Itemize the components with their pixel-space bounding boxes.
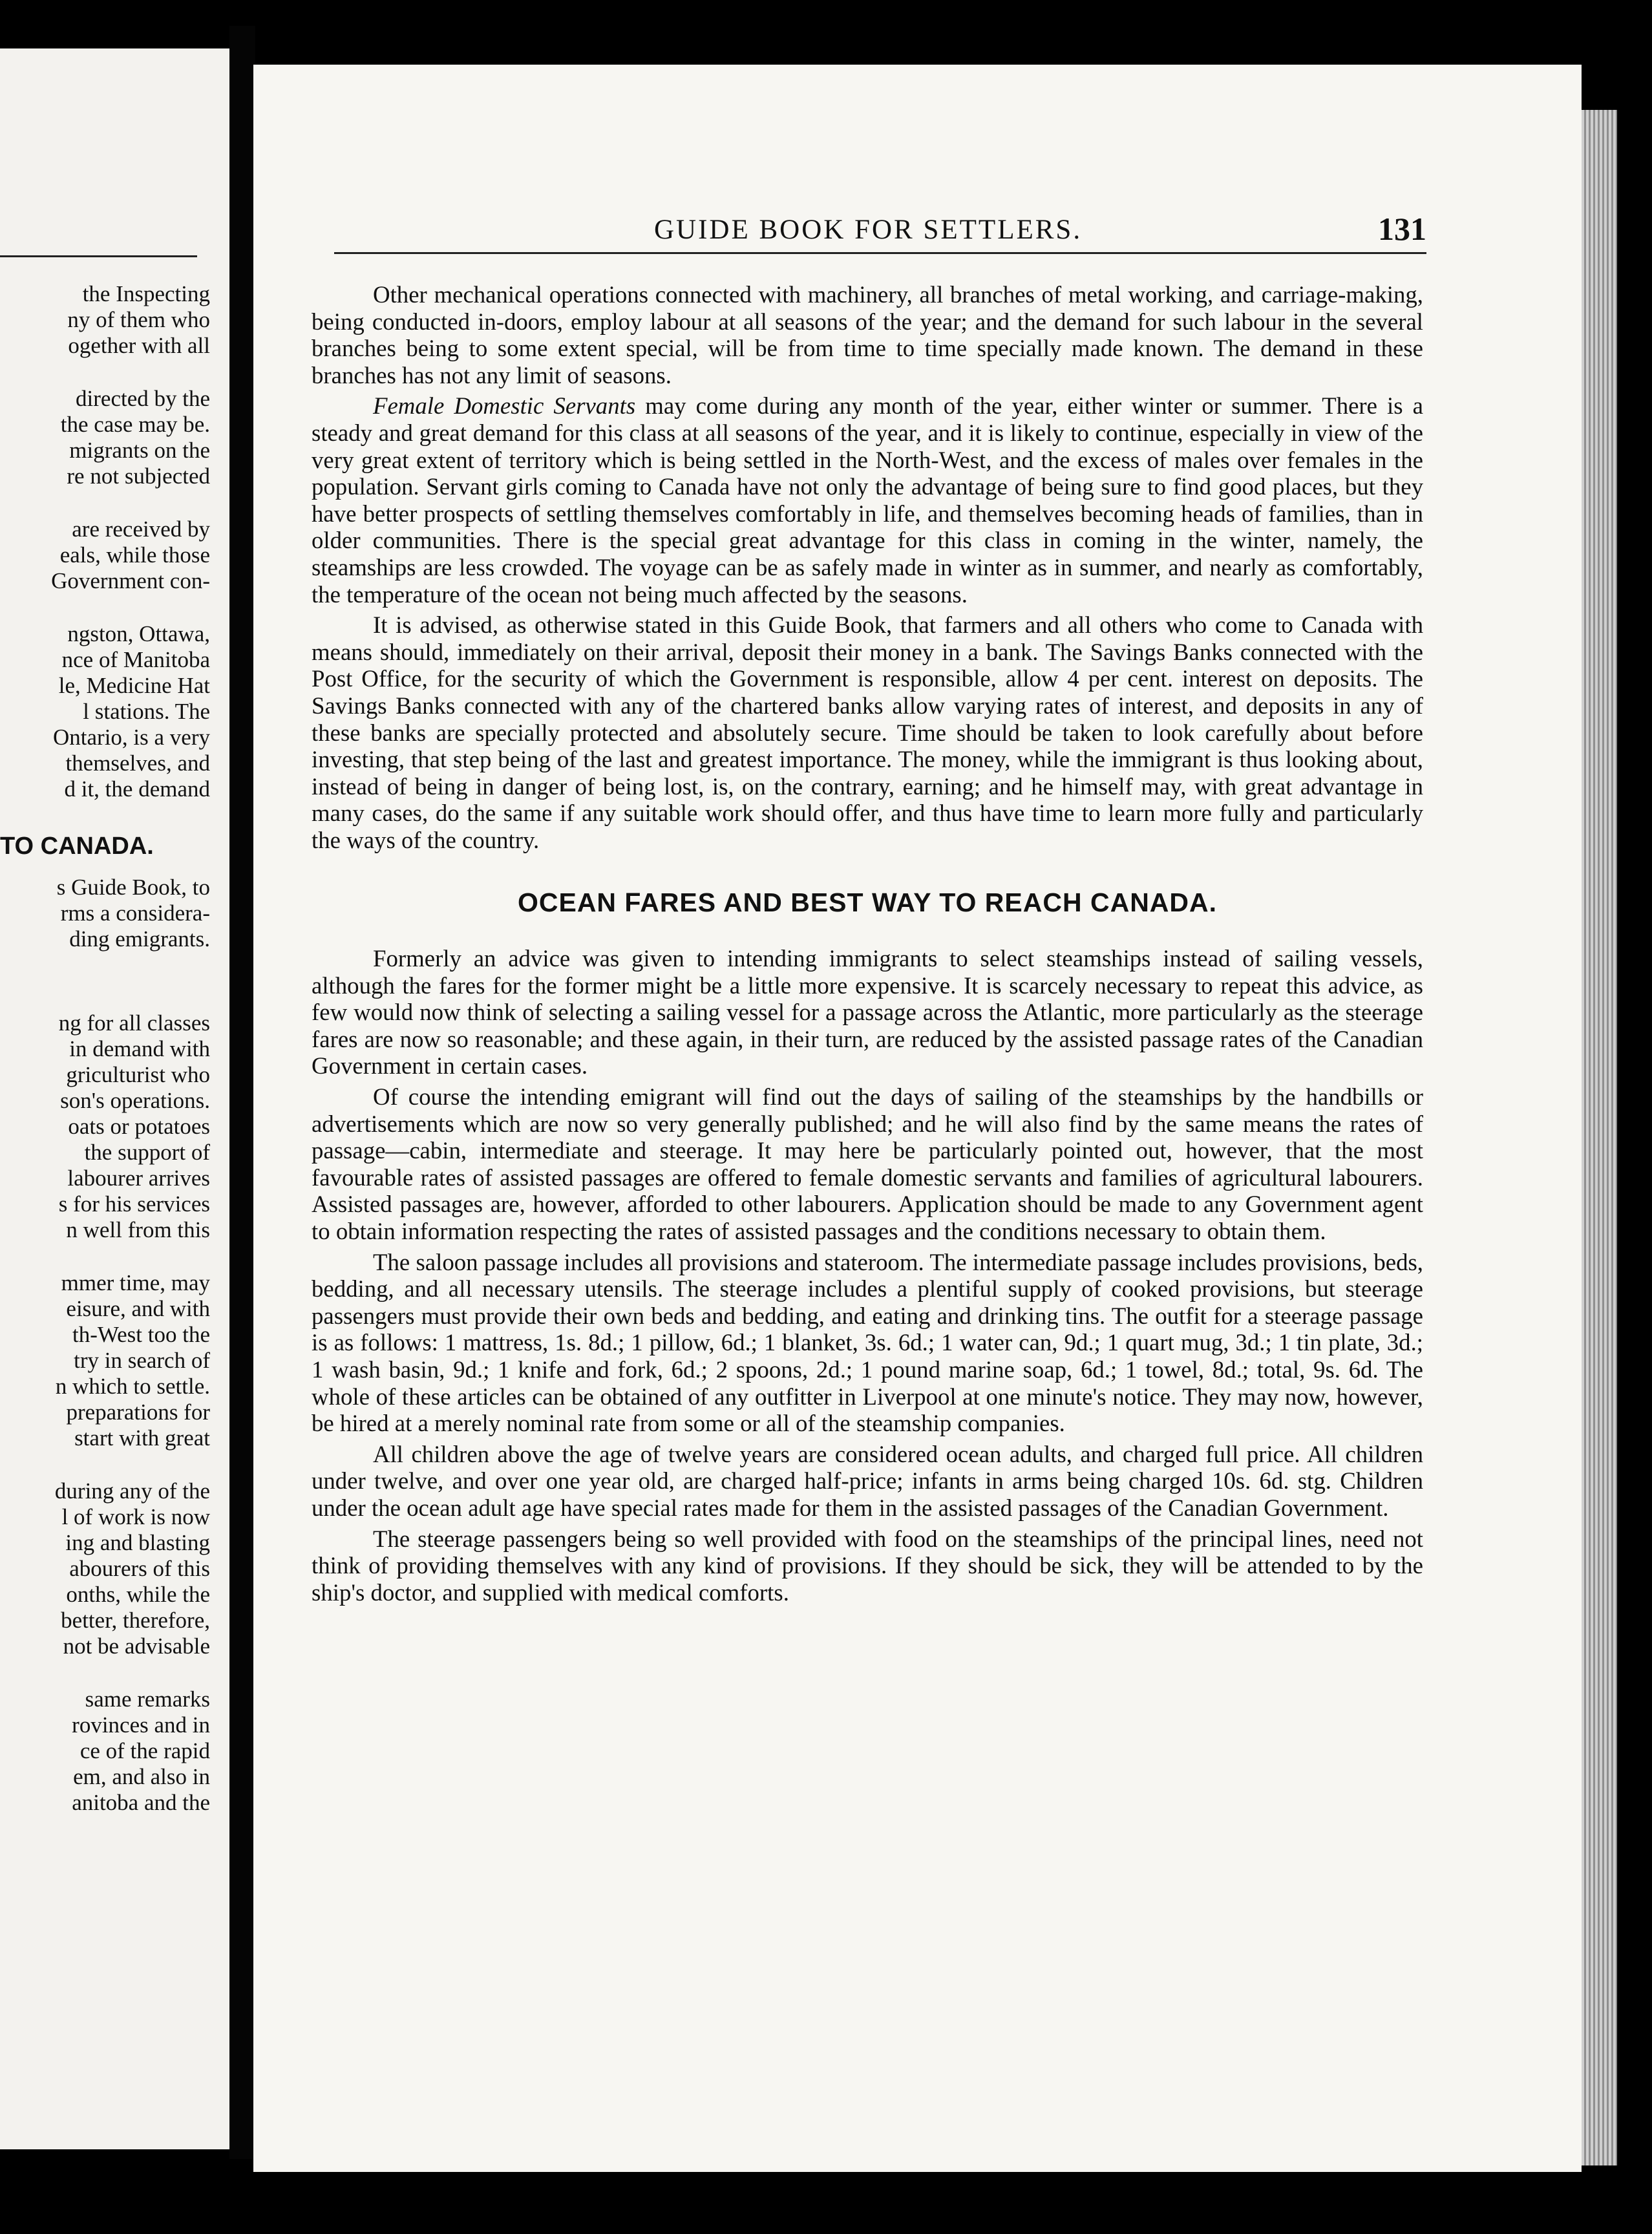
paragraph-text: Formerly an advice was given to intending immigrants to select steamships instead of sailing vessels, although the fares for the former might be a little more expensive. It is scarcely necessary to repeat this advice, as few would now think of selecting a sailing vessel for a passage across the Atlantic, more particularly as the steerage fares are now so reasonable; and these again, in their turn, are reduced by the assisted passage rates of the Canadian Government in certain cases. xyxy=(312,945,1423,1080)
left-page-line: rms a considera- xyxy=(60,900,210,926)
left-page-line: s for his services xyxy=(58,1191,210,1217)
left-page-line: th-West too the xyxy=(72,1322,210,1347)
left-page-line: abourers of this xyxy=(69,1556,210,1581)
left-page-line: try in search of xyxy=(74,1348,210,1373)
left-page-line: son's operations. xyxy=(60,1088,210,1113)
left-page-line: n well from this xyxy=(66,1217,210,1242)
running-head: GUIDE BOOK FOR SETTLERS. xyxy=(654,215,1083,245)
left-page-line: the case may be. xyxy=(60,412,210,437)
left-page-line: eisure, and with xyxy=(66,1296,210,1321)
left-page-line: onths, while the xyxy=(66,1582,210,1607)
left-page-line: anitoba and the xyxy=(72,1790,210,1815)
left-page-line: not be advisable xyxy=(63,1633,210,1659)
left-page-line: ny of them who xyxy=(67,307,210,332)
left-facing-page xyxy=(0,48,229,2149)
paragraph-text: Other mechanical operations connected with machinery, all branches of metal working, and carriage-making, being conducted in-doors, employ labour at all seasons of the year; and the demand for such labour in the several branches being to some extent special, will be from time to time specially made known. The demand in these branches has not any limit of seasons. xyxy=(312,281,1423,388)
left-page-line: preparations for xyxy=(66,1399,210,1425)
book-gutter xyxy=(229,26,255,2159)
left-page-line: same remarks xyxy=(85,1686,210,1712)
paragraph-text: may come during any month of the year, either winter or summer. There is a steady and great demand for this class at all seasons of the year, and it is likely to continue, especially in view of the very great extent of territory which is being settled in the North-West, and the excess of males over females in the population. Servant girls coming to Canada have not only the advantage of being sure to find good places, but they have better prospects of settling themselves comfortably in life, and themselves becoming heads of families, than in older communities. There is the special great advantage for this class in coming in the winter, namely, the steamships are less crowded. The voyage can be as safely made in winter as in summer, and nearly as comfortably, the temperature of the ocean not being much affected by the seasons. xyxy=(312,392,1423,608)
paragraph-text: The steerage passengers being so well provided with food on the steamships of the principal lines, need not think of providing themselves with any kind of provisions. If they should be sick, they will be attended to by the ship's doctor, and supplied with medical comforts. xyxy=(312,1525,1423,1606)
paragraph-domestic-servants xyxy=(312,392,1423,608)
left-page-line: Government con- xyxy=(51,568,210,593)
left-page-line: start with great xyxy=(74,1425,210,1451)
left-page-line: d it, the demand xyxy=(64,776,210,802)
left-page-line: oats or potatoes xyxy=(68,1114,210,1139)
paragraph-passage-classes xyxy=(312,1249,1423,1437)
paragraph-text: All children above the age of twelve years are considered ocean adults, and charged full price. All children under twelve, and over one year old, are charged half-price; infants in arms being charged 10s. 6d. stg. Children under the ocean adult age have special rates made for them in the assisted passages of the Canadian Government. xyxy=(312,1440,1423,1521)
left-page-line: in demand with xyxy=(69,1036,210,1061)
left-page-line: mmer time, may xyxy=(61,1270,210,1295)
left-page-line: s Guide Book, to xyxy=(56,875,210,900)
paragraph-assisted-passages xyxy=(312,1083,1423,1245)
left-page-line: better, therefore, xyxy=(61,1608,210,1633)
left-page-line: ogether with all xyxy=(68,333,210,358)
left-page-line: are received by xyxy=(72,516,210,542)
paragraph-steamships-advice xyxy=(312,945,1423,1080)
left-page-line: ng for all classes xyxy=(58,1010,210,1036)
paragraph-savings-banks xyxy=(312,612,1423,853)
left-page-line: nce of Manitoba xyxy=(61,647,210,672)
left-page-line: themselves, and xyxy=(65,750,210,776)
left-page-line: n which to settle. xyxy=(55,1374,210,1399)
left-page-line: griculturist who xyxy=(66,1062,210,1087)
right-page xyxy=(253,65,1582,2172)
paragraph-children-fares xyxy=(312,1441,1423,1522)
paragraph-provisions xyxy=(312,1526,1423,1606)
paragraph-lead-italic: Female Domestic Servants xyxy=(373,392,636,420)
page-number: 131 xyxy=(1378,211,1426,247)
left-page-line: l of work is now xyxy=(61,1504,210,1529)
left-page-line: migrants on the xyxy=(69,438,210,463)
paragraph-text: The saloon passage includes all provisions and stateroom. The intermediate passage includes provisions, beds, bedding, and all necessary utensils. The steerage includes a plentiful supply of cooked provisions, but steerage passengers must provide their own beds and bedding, and eating and drinking tins. The outfit for a steerage passage is as follows: 1 mattress, 1s. 8d.; 1 pillow, 6d.; 1 blanket, 3s. 6d.; 1 water can, 9d.; 1 quart mug, 3d.; 1 tin plate, 3d.; 1 wash basin, 9d.; 1 knife and fork, 6d.; 2 spoons, 2d.; 1 pound marine soap, 6d.; 1 towel, 8d.; total, 9s. 6d. The whole of these articles can be obtained of any outfitter in Liverpool at one minute's notice. They may now, however, be hired at a merely nominal rate from some or all of the steamship companies. xyxy=(312,1248,1423,1437)
paragraph-text: It is advised, as otherwise stated in this Guide Book, that farmers and all others who come to Canada with means should, immediately on their arrival, deposit their money in a bank. The Savings Banks connected with the Post Office, for the security of which the Government is responsible, allow 4 per cent. interest on deposits. The Savings Banks connected with any of the chartered banks allow varying rates of interest, and deposits in any of these banks are specially protected and absolutely secure. Time should be taken to look carefully about before investing, that step being of the last and greatest importance. The money, while the immigrant is thus looking about, instead of being in danger of being lost, is, on the contrary, earning; and he himself may, with great advantage in many cases, do the same if any suitable work should offer, and thus have time to learn more fully and particularly the ways of the country. xyxy=(312,612,1423,853)
page-block-edge xyxy=(1582,110,1617,2165)
section-heading: OCEAN FARES AND BEST WAY TO REACH CANADA. xyxy=(517,888,1218,918)
left-page-line: le, Medicine Hat xyxy=(58,673,210,698)
left-page-line: rovinces and in xyxy=(72,1712,210,1738)
header-rule xyxy=(334,252,1426,254)
page-header xyxy=(253,210,1426,249)
body-text xyxy=(312,281,1423,1606)
left-page-line: ing and blasting xyxy=(65,1530,210,1555)
left-page-line: re not subjected xyxy=(67,463,210,489)
left-page-line: labourer arrives xyxy=(67,1165,210,1191)
left-page-text xyxy=(0,281,210,1816)
left-page-header-rule xyxy=(0,255,197,257)
left-page-line: eals, while those xyxy=(59,542,210,568)
left-page-line: the Inspecting xyxy=(82,281,210,306)
left-page-line: during any of the xyxy=(54,1478,210,1504)
left-page-line: directed by the xyxy=(76,386,210,411)
paragraph-text: Of course the intending emigrant will find out the days of sailing of the steamships by the handbills or advertisements which are now so very generally published; and he will also find by the same means the rates of passage—cabin, intermediate and steerage. It may here be particularly pointed out, however, that the most favourable rates of assisted passages are offered to female domestic servants and families of agricultural labourers. Assisted passages are, however, afforded to other labourers. Application should be made to any Government agent to obtain information respecting the rates of assisted passages and the conditions necessary to obtain them. xyxy=(312,1083,1423,1244)
left-page-line: Ontario, is a very xyxy=(53,725,210,750)
left-page-line: l stations. The xyxy=(83,699,210,724)
paragraph-mechanical-operations xyxy=(312,281,1423,388)
left-page-line: ce of the rapid xyxy=(79,1738,210,1763)
left-page-heading: TO CANADA. xyxy=(0,833,154,860)
left-page-line: ngston, Ottawa, xyxy=(67,621,210,646)
left-page-line: ding emigrants. xyxy=(69,926,210,952)
left-page-line: em, and also in xyxy=(73,1764,210,1789)
left-page-line: the support of xyxy=(84,1140,210,1165)
